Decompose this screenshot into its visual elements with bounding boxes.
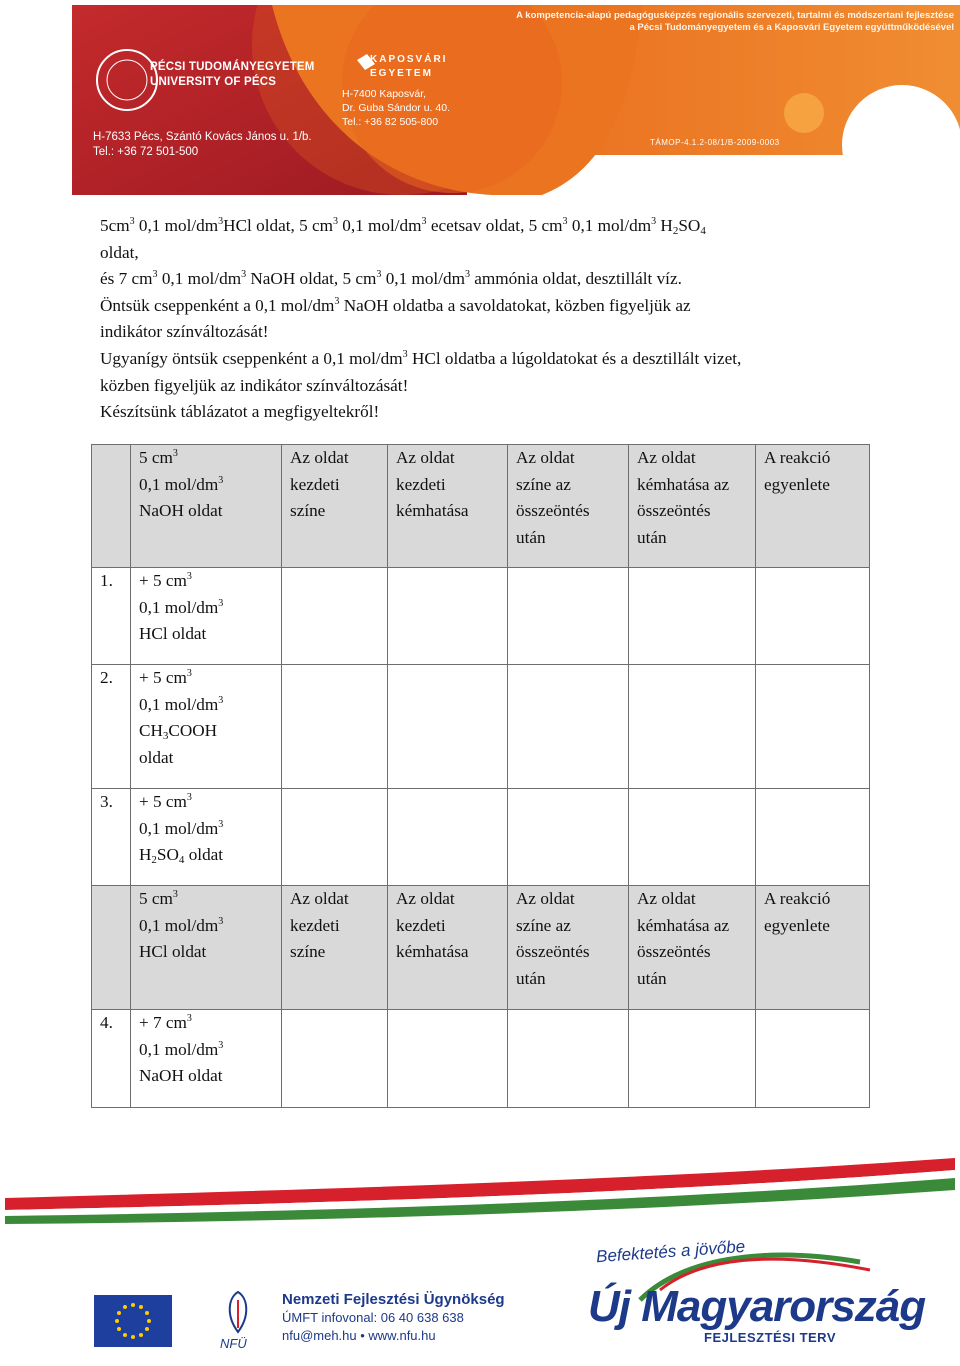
header-project-line-1: A kompetencia-alapú pedagógusképzés regionális szervezeti, tartalmi és módszertani fejlesztése [516, 10, 954, 21]
header-row-naoh [92, 445, 870, 568]
kaposvar-name [370, 53, 447, 81]
row-number: 3. [92, 789, 131, 886]
table-cell [508, 665, 629, 789]
table-cell [92, 886, 131, 1010]
nfu-web: nfu@meh.hu • www.nfu.hu [282, 1328, 436, 1343]
brand-name: Új Magyarország [588, 1282, 926, 1331]
eu-flag-icon [94, 1295, 172, 1347]
table-header-cell: Az oldat kémhatása az összeöntés után [629, 886, 756, 1010]
row-number: 1. [92, 568, 131, 665]
instruction-line-8: Készítsünk táblázatot a megfigyeltekről! [100, 402, 380, 422]
header-project-title [514, 10, 954, 34]
table-header-cell: A reakció egyenlete [756, 886, 870, 1010]
table-cell: + 5 $cm^3$ 0,1 mol/$dm^3$ $H_2SO_4$ oldat [131, 789, 282, 886]
pte-name [150, 60, 315, 90]
table-cell [92, 445, 131, 568]
table-header-cell: 5 $cm^3$ 0,1 mol/$dm^3$ NaOH oldat [131, 445, 282, 568]
table-cell: + 5 $cm^3$ 0,1 mol/$dm^3$ HCl oldat [131, 568, 282, 665]
pte-phone: Tel.: +36 72 501-500 [93, 146, 199, 158]
table-header-cell: Az oldat színe az összeöntés után [508, 445, 629, 568]
nfu-logo-icon [218, 1288, 258, 1356]
pte-name-en: UNIVERSITY OF PÉCS [150, 76, 277, 88]
brand-subtitle: FEJLESZTÉSI TERV [704, 1330, 837, 1345]
table-cell [508, 1010, 629, 1108]
table-cell [282, 665, 388, 789]
nfu-info [282, 1290, 505, 1345]
table-row [92, 1010, 870, 1108]
instruction-line-7: közben figyeljük az indikátor színváltozását! [100, 375, 409, 395]
pte-name-hu: PÉCSI TUDOMÁNYEGYETEM [150, 61, 315, 73]
instructions [100, 213, 880, 426]
instruction-line-3: és 7 $cm^3$ 0,1 mol/$dm^3$ NaOH oldat, 5 $cm^3$ 0,1 mol/$dm^3$ ammónia oldat, desztillált víz. [100, 269, 682, 289]
nfu-title: Nemzeti Fejlesztési Ügynökség [282, 1291, 505, 1308]
tamop-code: TÁMOP-4.1.2-08/1/B-2009-0003 [650, 138, 780, 147]
nfu-short: NFÜ [220, 1336, 247, 1351]
nfu-phone: ÚMFT infovonal: 06 40 638 638 [282, 1310, 464, 1325]
table-cell [629, 1010, 756, 1108]
table-header-cell: A reakció egyenlete [756, 445, 870, 568]
table-cell [756, 789, 870, 886]
instruction-line-4: Öntsük cseppenként a 0,1 mol/$dm^3$ NaOH oldatba a savoldatokat, közben figyeljük az [100, 295, 691, 315]
table-cell [282, 1010, 388, 1108]
table-header-cell: Az oldat kezdeti kémhatása [388, 886, 508, 1010]
row-number: 2. [92, 665, 131, 789]
table-cell [282, 568, 388, 665]
pte-address [93, 130, 312, 160]
kaposvar-address-2: Dr. Guba Sándor u. 40. [342, 102, 450, 114]
table-cell [388, 1010, 508, 1108]
table-header-cell: Az oldat színe az összeöntés után [508, 886, 629, 1010]
slogan: Befektetés a jövőbe [595, 1236, 746, 1267]
table-cell [388, 568, 508, 665]
observation-table [91, 444, 870, 1108]
table-header-cell: Az oldat kezdeti színe [282, 886, 388, 1010]
table-cell [629, 665, 756, 789]
header-project-line-2: a Pécsi Tudományegyetem és a Kaposvári Egyetem együttműködésével [629, 22, 954, 33]
table-cell [508, 789, 629, 886]
table-header-cell: Az oldat kémhatása az összeöntés után [629, 445, 756, 568]
header-row-hcl [92, 886, 870, 1010]
table-cell [629, 789, 756, 886]
table-header-cell: Az oldat kezdeti kémhatása [388, 445, 508, 568]
table-cell: + 5 $cm^3$ 0,1 mol/$dm^3$ $CH_3COOH$ oldat [131, 665, 282, 789]
table-cell [508, 568, 629, 665]
kaposvar-address-1: H-7400 Kaposvár, [342, 88, 427, 100]
page-header [72, 5, 960, 195]
table-cell [388, 665, 508, 789]
table-cell [756, 665, 870, 789]
table-cell [756, 1010, 870, 1108]
kaposvar-name-2: EGYETEM [370, 68, 433, 79]
table-row [92, 665, 870, 789]
instruction-line-1: $5cm^3$ 0,1 mol/$dm^3HCl$ oldat, 5 $cm^3$ 0,1 mol/$dm^3$ ecetsav oldat, 5 $cm^3$ 0,1 mol/$dm^3$ $H_2SO_4$ [100, 216, 706, 237]
kaposvar-address [342, 87, 450, 129]
table-header-cell: 5 $cm^3$ 0,1 mol/$dm^3$ HCl oldat [131, 886, 282, 1010]
table-cell [629, 568, 756, 665]
table-cell: + 7 $cm^3$ 0,1 mol/$dm^3$ NaOH oldat [131, 1010, 282, 1108]
instruction-line-5: indikátor színváltozását! [100, 322, 269, 342]
page-footer [0, 1150, 960, 1366]
table-row [92, 568, 870, 665]
kaposvar-name-1: KAPOSVÁRI [370, 54, 448, 65]
row-number: 4. [92, 1010, 131, 1108]
table-cell [388, 789, 508, 886]
table-cell [282, 789, 388, 886]
table-row [92, 789, 870, 886]
pte-address-line: H-7633 Pécs, Szántó Kovács János u. 1/b. [93, 131, 312, 143]
instruction-line-6: Ugyanígy öntsük cseppenként a 0,1 mol/$dm^3$ HCl oldatba a lúgoldatokat és a desztillált vizet, [100, 348, 742, 368]
instruction-line-2: oldat, [100, 242, 139, 262]
kaposvar-phone: Tel.: +36 82 505-800 [342, 116, 439, 128]
table-header-cell: Az oldat kezdeti színe [282, 445, 388, 568]
table-cell [756, 568, 870, 665]
